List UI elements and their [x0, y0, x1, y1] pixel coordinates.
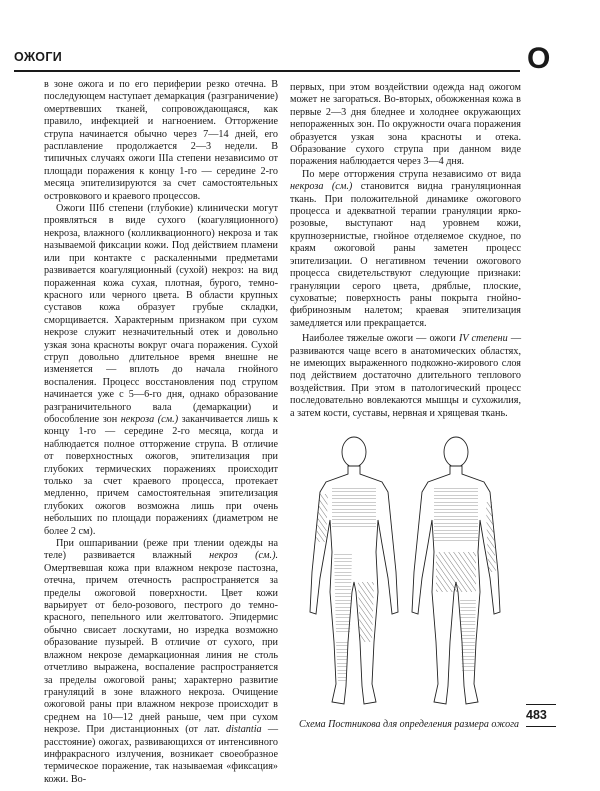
right-paragraph-2: По мере отторжения струпа независимо от вида некроза (см.) становится видна грануляционная ткань. При положительной динамике ожогового процесса и адекватной терапии грануляции ярко-розовые, выступают над уровнем кожи, крупнозернистые, гнойное отделяемое скудное, по краям ожоговой раны заметен процесс эпителизации. О негативном течении ожогового процесса свидетельствуют следующие признаки: грануляции серого цвета, дряблые, плоские, суховатые; поверхность раны покрыта гнойно-фибринозным налетом; краевая эпителизация замедляется или прекращается. [290, 168, 522, 329]
left-paragraph-1: в зоне ожога и по его периферии резко отечна. В последующем наступает демаркация (разграничение) омертвевших тканей, сопровождающаяся, как правило, инфекцией и нагноением. Отторжение струпа начинается обычно через 7—14 дней, его расплавление продолжается 2—3 недели. В типичных случаях ожоги IIIа степени независимо от площади поражения к концу 1-го — середине 2-го месяца эпителизируются за счет самостоятельных островкового и краевого процессов. [44, 79, 278, 202]
page-number-rule-bottom [526, 726, 556, 727]
page-number-rule-top [526, 704, 556, 705]
postnikov-body-diagram [296, 432, 520, 716]
left-column [44, 79, 278, 786]
front-torso-hatch [332, 488, 376, 528]
header-rule [14, 70, 520, 72]
front-shin-hatch [336, 642, 348, 682]
figure-caption: Схема Постникова для определения размера ожога [298, 719, 520, 730]
left-paragraph-3: При ошпаривании (реже при тлении одежды на теле) развивается влажный некроз (см.). Омертвевшая кожа при влажном некрозе пастозна, отечна, причем отечность распространяется за пределы ожоговой поверхности. Цвет кожи варьирует от бело-розового, пестрого до темно-красного, пепельного или желтоватого. Эпидермис обычно свисает лоскутами, но изредка возможно образование пузырей. В отличие от сухого, при влажном некрозе демаркационная линия не столь отчетливо выражена, воспаление распространяется за пределы ожоговой раны; характерно развитие грануляций в зоне влажного некроза. Очищение ожоговой раны при влажном некрозе происходит в среднем на 10—12 дней раньше, чем при сухом некрозе. При дистанционных (от лат. distantia — расстояние) ожогах, развивающихся от интенсивного инфракрасного излучения, возникает своеобразное термическое поражение, так называемая «фиксация» кожи. Во- [44, 538, 279, 785]
front-body-figure [310, 437, 398, 704]
page-number: 483 [526, 708, 547, 722]
back-leg-hatch [460, 597, 476, 672]
back-hip-hatch [436, 552, 476, 592]
back-torso-hatch [434, 488, 478, 544]
chapter-letter-tab: О [527, 42, 551, 75]
front-leg-hatch-2 [358, 582, 374, 642]
right-paragraph-3: Наиболее тяжелые ожоги — ожоги IV степени — развиваются чаще всего в анатомических областях, не имеющих выраженного подкожно-жирового слоя под действием достаточно длительного теплового воздействия. При этом в патологический процесс последовательно вовлекаются мышцы и сухожилия, а затем кости, суставы, нервная и хрящевая ткань. [290, 333, 521, 419]
front-leg-hatch [334, 552, 352, 632]
left-paragraph-2: Ожоги IIIб степени (глубокие) клинически могут проявляться в виде сухого (коагуляционного) некроза, влажного (колликвационного) некроза и так называемой фиксации кожи. Под действием пламени или при контакте с раскаленными предметами развивается коагуляционный (сухой) некроз: на вид пораженная кожа сухая, плотная, бурого, темно-красного или черного цвета. В области крупных суставов кожа образует грубые складки, сморщивается. Характерным признаком при сухом некрозе служит незначительный отек и довольно узкая зона красноты вокруг очага поражения. Сухой струп довольно длительное время внешне не изменяется — вплоть до начала гнойного воспаления. Процесс восстановления под струпом начинается уже с 5—6-го дня, однако образование разграничительного вала (демаркации) и обособление зон некроза (см.) заканчивается лишь к концу 1-го — середине 2-го месяца, когда и наблюдается полное отторжение струпа. В отличие от поверхностных ожогов, эпителизация при глубоких термических поражениях происходит только за счет краевого процесса, протекает медленно, причем самостоятельная эпителизация глубоких ожогов возможна лишь при очень небольших по площади поражениях (диаметром не более 2 см). [44, 203, 279, 537]
back-body-figure [412, 437, 500, 704]
running-header-title: ОЖОГИ [14, 50, 62, 64]
right-paragraph-1: первых, при этом воздействии одежда над ожогом может не загораться. Во-вторых, обожженная кожа в первые 2—3 дня бледнее и холоднее окружающих непораженных зон. По окружности очага поражения образуется узкая зона красноты и отека. Образование сухого струпа при данном виде поражения наблюдается через 3—4 дня. [290, 82, 521, 168]
right-column [290, 82, 521, 420]
